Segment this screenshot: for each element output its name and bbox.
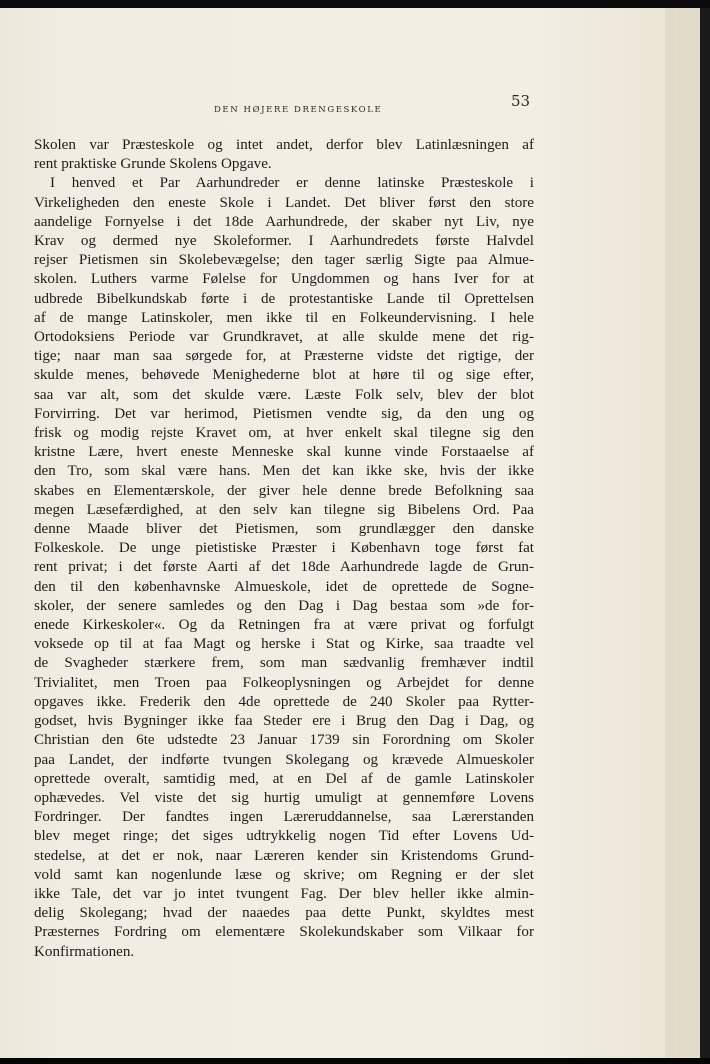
text-line: Folkeskole. De unge pietistiske Præster i København toge først fat	[34, 540, 534, 557]
text-line: saa var alt, som det skulde være. Læste Folk selv, blev der blot	[34, 386, 534, 403]
text-line: rent praktiske Grunde Skolens Opgave.	[34, 156, 272, 173]
text-line: frisk og modig rejste Kravet om, at hver enkelt skal tilegne sig den	[34, 425, 534, 442]
book-edge-shadow	[700, 8, 710, 1058]
body-text	[34, 136, 534, 962]
text-line: paa Landet, der indførte tvungen Skolegang og krævede Almueskoler	[34, 751, 534, 768]
text-line: voksede op til at faa Magt og herske i Stat og Kirke, saa traadte vel	[34, 636, 534, 653]
text-line: I henved et Par Aarhundreder er denne latinske Præsteskole i	[50, 175, 534, 192]
text-line: Virkeligheden den eneste Skole i Landet. Det bliver først den store	[34, 194, 534, 211]
text-line: vold samt kan nogenlunde læse og skrive; om Regning er der slet	[34, 866, 534, 883]
text-line: Trivialitet, men Troen paa Folkeoplysningen og Arbejdet for denne	[34, 674, 534, 691]
running-head: DEN HØJERE DRENGESKOLE	[214, 105, 383, 115]
text-line: enede Kirkeskoler«. Og da Retningen fra at være privat og forfulgt	[34, 617, 534, 634]
text-line: af de mange Latinskoler, men ikke til en Folkeundervisning. I hele	[34, 309, 534, 326]
text-line: skabes en Elementærskole, der giver hele denne brede Befolkning saa	[34, 482, 534, 499]
text-line: Krav og dermed nye Skoleformer. I Aarhundredets første Halvdel	[34, 233, 534, 250]
page-number: 53	[511, 92, 531, 110]
text-line: opgaves ikke. Frederik den 4de oprettede de 240 Skoler paa Rytter-	[34, 693, 534, 710]
text-line: oprettede overalt, samtidig med, at en Del af de gamle Latinskoler	[34, 770, 534, 787]
text-line: Fordringer. Der fandtes ingen Læreruddannelse, saa Lærerstanden	[34, 809, 534, 826]
text-line: ikke Tale, det var jo intet tvungent Fag. Der blev heller ikke almin-	[34, 885, 534, 902]
text-line: godset, hvis Bygninger ikke faa Steder ere i Brug den Dag i Dag, og	[34, 713, 534, 730]
text-line: skolen. Luthers varme Følelse for Ungdommen og hans Iver for at	[34, 271, 534, 288]
page	[0, 8, 665, 1058]
text-line: aandelige Fornyelse i det 18de Aarhundrede, der skaber nyt Liv, nye	[34, 213, 534, 230]
text-line: rejser Pietismen sin Skolebevægelse; den tager særlig Sigte paa Almue-	[34, 252, 534, 269]
text-line: Forvirring. Det var herimod, Pietismen vendte sig, da den ung og	[34, 405, 534, 422]
text-line: Christian den 6te udstedte 23 Januar 1739 sin Forordning om Skoler	[34, 732, 534, 749]
text-line: ophævedes. Vel viste det sig hurtig umuligt at gennemføre Lovens	[34, 789, 534, 806]
text-line: den Tro, som skal være hans. Men det kan ikke ske, hvis der ikke	[34, 463, 534, 480]
text-line: denne Maade bliver det Pietismen, som grundlægger den danske	[34, 521, 534, 538]
text-line: skoler, der senere samledes og den Dag i Dag bestaa som »de for-	[34, 597, 534, 614]
text-line: rent privat; i det første Aarti af det 18de Aarhundrede lagde de Grun-	[34, 559, 534, 576]
text-line: tige; naar man saa sørgede for, at Præsterne vidste det rigtige, der	[34, 348, 534, 365]
text-line: udbrede Bibelkundskab førte i de protestantiske Lande til Oprettelsen	[34, 290, 534, 307]
text-line: delig Skolegang; hvad der naaedes paa dette Punkt, skyldtes mest	[34, 905, 534, 922]
text-line: skulde menes, behøvede Menighederne blot at høre til og sige efter,	[34, 367, 534, 384]
text-line: Skolen var Præsteskole og intet andet, derfor blev Latinlæsningen af	[34, 137, 534, 153]
text-line: den til den københavnske Almueskole, idet de oprettede de Sogne-	[34, 578, 534, 595]
text-line: Konfirmationen.	[34, 943, 135, 960]
scan-bottom-border	[0, 1058, 710, 1064]
text-line: stedelse, at det er nok, naar Læreren kender sin Kristendoms Grund-	[34, 847, 534, 864]
text-line: Præsternes Fordring om elementære Skolekundskaber som Vilkaar for	[34, 924, 534, 941]
text-line: blev meget ringe; det siges udtrykkelig nogen Tid efter Lovens Ud-	[34, 828, 534, 845]
text-line: kristne Lære, hvert eneste Menneske skal kunne vinde Forstaaelse af	[34, 444, 534, 461]
text-line: megen Læsefærdighed, at den selv kan tilegne sig Bibelens Ord. Paa	[34, 501, 534, 518]
text-line: de Svagheder stærkere frem, som man sædvanlig fremhæver indtil	[34, 655, 534, 672]
text-line: Ortodoksiens Periode var Grundkravet, at alle skulde mene det rig-	[34, 329, 534, 346]
